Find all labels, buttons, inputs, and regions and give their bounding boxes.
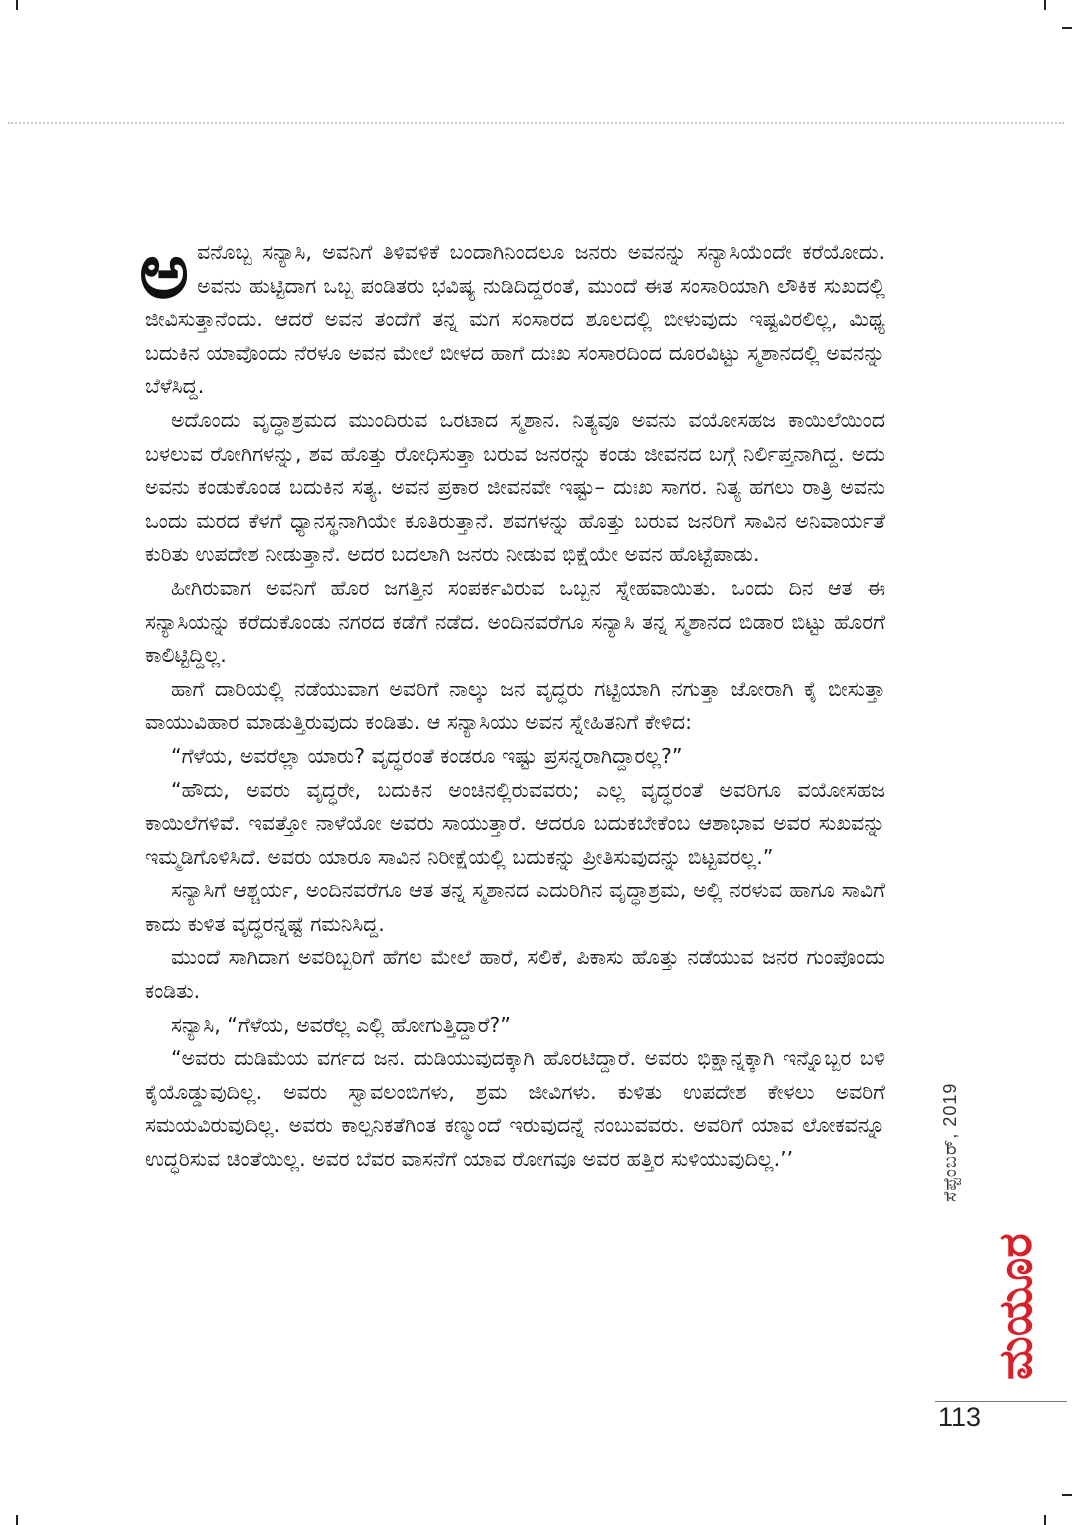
magazine-logo: ಮಯೂರ xyxy=(988,1233,1042,1380)
article-paragraph-8: ಮುಂದೆ ಸಾಗಿದಾಗ ಅವರಿಬ್ಬರಿಗೆ ಹೆಗಲ ಮೇಲೆ ಹಾರೆ, ಸಲಿಕೆ, ಪಿಕಾಸು ಹೊತ್ತು ನಡೆಯುವ ಜನರ ಗುಂಪೊಂದು ಕಂಡಿತು. xyxy=(145,945,885,1004)
article-paragraph-6: “ಹೌದು, ಅವರು ವೃದ್ಧರೇ, ಬದುಕಿನ ಅಂಚಿನಲ್ಲಿರುವವರು; ಎಲ್ಲ ವೃದ್ಧರಂತೆ ಅವರಿಗೂ ವಯೋಸಹಜ ಕಾಯಿಲೆಗಳಿವೆ. ಇವತ್ತೋ ನಾಳೆಯೋ ಅವರು ಸಾಯುತ್ತಾರೆ. ಆದರೂ ಬದುಕಬೇಕೆಂಬ ಆಶಾಭಾವ ಅವರ ಸುಖವನ್ನು ಇಮ್ಮಡಿಗೊಳಿಸಿದೆ. ಅವರು ಯಾರೂ ಸಾವಿನ ನಿರೀಕ್ಷೆಯಲ್ಲಿ ಬದುಕನ್ನು ಪ್ರೀತಿಸುವುದನ್ನು ಬಿಟ್ಟವರಲ್ಲ.” xyxy=(145,777,885,869)
crop-mark-top-left xyxy=(16,0,18,10)
crop-mark-top-right xyxy=(1044,0,1046,10)
article-paragraph-10: “ಅವರು ದುಡಿಮೆಯ ವರ್ಗದ ಜನ. ದುಡಿಯುವುದಕ್ಕಾಗಿ ಹೊರಟಿದ್ದಾರೆ. ಅವರು ಭಿಕ್ಷಾನ್ನಕ್ಕಾಗಿ ಇನ್ನೊಬ್ಬರ ಬಳಿ ಕೈಯೊಡ್ಡುವುದಿಲ್ಲ. ಅವರು ಸ್ವಾವಲಂಬಿಗಳು, ಶ್ರಮ ಜೀವಿಗಳು. ಕುಳಿತು ಉಪದೇಶ ಕೇಳಲು ಅವರಿಗೆ ಸಮಯವಿರುವುದಿಲ್ಲ. ಅವರು ಕಾಲ್ಪನಿಕತೆಗಿಂತ ಕಣ್ಮುಂದೆ ಇರುವುದನ್ನೆ ನಂಬುವವರು. ಅವರಿಗೆ ಯಾವ ಲೋಕವನ್ನೂ ಉದ್ಧರಿಸುವ ಚಿಂತೆಯಿಲ್ಲ. ಅವರ ಬೆವರ ವಾಸನೆಗೆ ಯಾವ ರೋಗವೂ ಅವರ ಹತ್ತಿರ ಸುಳಿಯುವುದಿಲ್ಲ.’’ xyxy=(145,1046,885,1172)
article-paragraph-3: ಹೀಗಿರುವಾಗ ಅವನಿಗೆ ಹೊರ ಜಗತ್ತಿನ ಸಂಪರ್ಕವಿರುವ ಒಬ್ಬನ ಸ್ನೇಹವಾಯಿತು. ಒಂದು ದಿನ ಆತ ಈ ಸನ್ಯಾಸಿಯನ್ನು ಕರೆದುಕೊಂಡು ನಗರದ ಕಡೆಗೆ ನಡೆದ. ಅಂದಿನವರೆಗೂ ಸನ್ಯಾಸಿ ತನ್ನ ಸ್ಮಶಾನದ ಬಿಡಾರ ಬಿಟ್ಟು ಹೊರಗೆ ಕಾಲಿಟ್ಟಿದ್ದಿಲ್ಲ. xyxy=(145,575,885,668)
article-paragraph-1: ಅವನೊಬ್ಬ ಸನ್ಯಾಸಿ, ಅವನಿಗೆ ತಿಳಿವಳಿಕೆ ಬಂದಾಗಿನಿಂದಲೂ ಜನರು ಅವನನ್ನು ಸನ್ಯಾಸಿಯೆಂದೇ ಕರೆಯೋದು. ಅವನು ಹುಟ್ಟಿದಾಗ ಒಬ್ಬ ಪಂಡಿತರು ಭವಿಷ್ಯ ನುಡಿದಿದ್ದರಂತೆ, ಮುಂದೆ ಈತ ಸಂಸಾರಿಯಾಗಿ ಲೌಕಿಕ ಸುಖದಲ್ಲಿ ಜೀವಿಸುತ್ತಾನೆಂದು. ಆದರೆ ಅವನ ತಂದೆಗೆ ತನ್ನ ಮಗ ಸಂಸಾರದ ಶೂಲದಲ್ಲಿ ಬೀಳುವುದು ಇಷ್ಟವಿರಲಿಲ್ಲ, ಮಿಥ್ಯ ಬದುಕಿನ ಯಾವೊಂದು ನೆರಳೂ ಅವನ ಮೇಲೆ ಬೀಳದ ಹಾಗೆ ದುಃಖ ಸಂಸಾರದಿಂದ ದೂರವಿಟ್ಟು ಸ್ಮಶಾನದಲ್ಲಿ ಅವನನ್ನು ಬೆಳೆಸಿದ್ದ. xyxy=(139,226,885,399)
article-paragraph-4: ಹಾಗೆ ದಾರಿಯಲ್ಲಿ ನಡೆಯುವಾಗ ಅವರಿಗೆ ನಾಲ್ಕು ಜನ ವೃದ್ಧರು ಗಟ್ಟಿಯಾಗಿ ನಗುತ್ತಾ ಜೋರಾಗಿ ಕೈ ಬೀಸುತ್ತಾ ವಾಯುವಿಹಾರ ಮಾಡುತ್ತಿರುವುದು ಕಂಡಿತು. ಆ ಸನ್ಯಾಸಿಯು ಅವನ ಸ್ನೇಹಿತನಿಗೆ ಕೇಳಿದ: xyxy=(145,676,885,735)
issue-date: ಸೆಪ್ಟೆಂಬರ್, 2019 xyxy=(940,1082,960,1202)
crop-mark-right-upper xyxy=(1062,27,1072,29)
crop-mark-right-lower xyxy=(1062,1494,1072,1496)
article-paragraph-5: “ಗೆಳೆಯ, ಅವರೆಲ್ಲಾ ಯಾರು? ವೃದ್ಧರಂತೆ ಕಂಡರೂ ಇಷ್ಟು ಪ್ರಸನ್ನರಾಗಿದ್ದಾರಲ್ಲ?” xyxy=(171,743,683,768)
article-body xyxy=(139,226,885,1177)
crop-mark-bottom-left xyxy=(16,1515,18,1525)
article-paragraph-7: ಸನ್ಯಾಸಿಗೆ ಆಶ್ಚರ್ಯ, ಅಂದಿನವರೆಗೂ ಆತ ತನ್ನ ಸ್ಮಶಾನದ ಎದುರಿಗಿನ ವೃದ್ಧಾಶ್ರಮ, ಅಲ್ಲಿ ನರಳುವ ಹಾಗೂ ಸಾವಿಗೆ ಕಾದು ಕುಳಿತ ವೃದ್ಧರನ್ನಷ್ಟೆ ಗಮನಿಸಿದ್ದ. xyxy=(145,878,885,936)
article-paragraph-9: ಸನ್ಯಾಸಿ, “ಗೆಳೆಯ, ಅವರೆಲ್ಲ ಎಲ್ಲಿ ಹೋಗುತ್ತಿದ್ದಾರೆ?” xyxy=(171,1012,511,1037)
crop-mark-bottom-right xyxy=(1044,1515,1046,1525)
article-paragraph-2: ಅದೊಂದು ವೃದ್ಧಾಶ್ರಮದ ಮುಂದಿರುವ ಒರಟಾದ ಸ್ಮಶಾನ. ನಿತ್ಯವೂ ಅವನು ವಯೋಸಹಜ ಕಾಯಿಲೆಯಿಂದ ಬಳಲುವ ರೋಗಿಗಳನ್ನು, ಶವ ಹೊತ್ತು ರೋಧಿಸುತ್ತಾ ಬರುವ ಜನರನ್ನು ಕಂಡು ಜೀವನದ ಬಗ್ಗೆ ನಿರ್ಲಿಪ್ತನಾಗಿದ್ದ. ಅದು ಅವನು ಕಂಡುಕೊಂಡ ಬದುಕಿನ ಸತ್ಯ. ಅವನ ಪ್ರಕಾರ ಜೀವನವೇ ಇಷ್ಟು– ದುಃಖ ಸಾಗರ. ನಿತ್ಯ ಹಗಲು ರಾತ್ರಿ ಅವನು ಒಂದು ಮರದ ಕೆಳಗೆ ಧ್ಯಾನಸ್ಥನಾಗಿಯೇ ಕೂತಿರುತ್ತಾನೆ. ಶವಗಳನ್ನು ಹೊತ್ತು ಬರುವ ಜನರಿಗೆ ಸಾವಿನ ಅನಿವಾರ್ಯತೆ ಕುರಿತು ಉಪದೇಶ ನೀಡುತ್ತಾನೆ. ಅದರ ಬದಲಾಗಿ ಜನರು ನೀಡುವ ಭಿಕ್ಷೆಯೇ ಅವನ ಹೊಟ್ಟೆಪಾಡು. xyxy=(145,407,885,567)
top-dotted-rule xyxy=(8,122,1064,124)
page-number: 113 xyxy=(938,1402,982,1432)
drop-cap: ಅ xyxy=(139,226,190,315)
